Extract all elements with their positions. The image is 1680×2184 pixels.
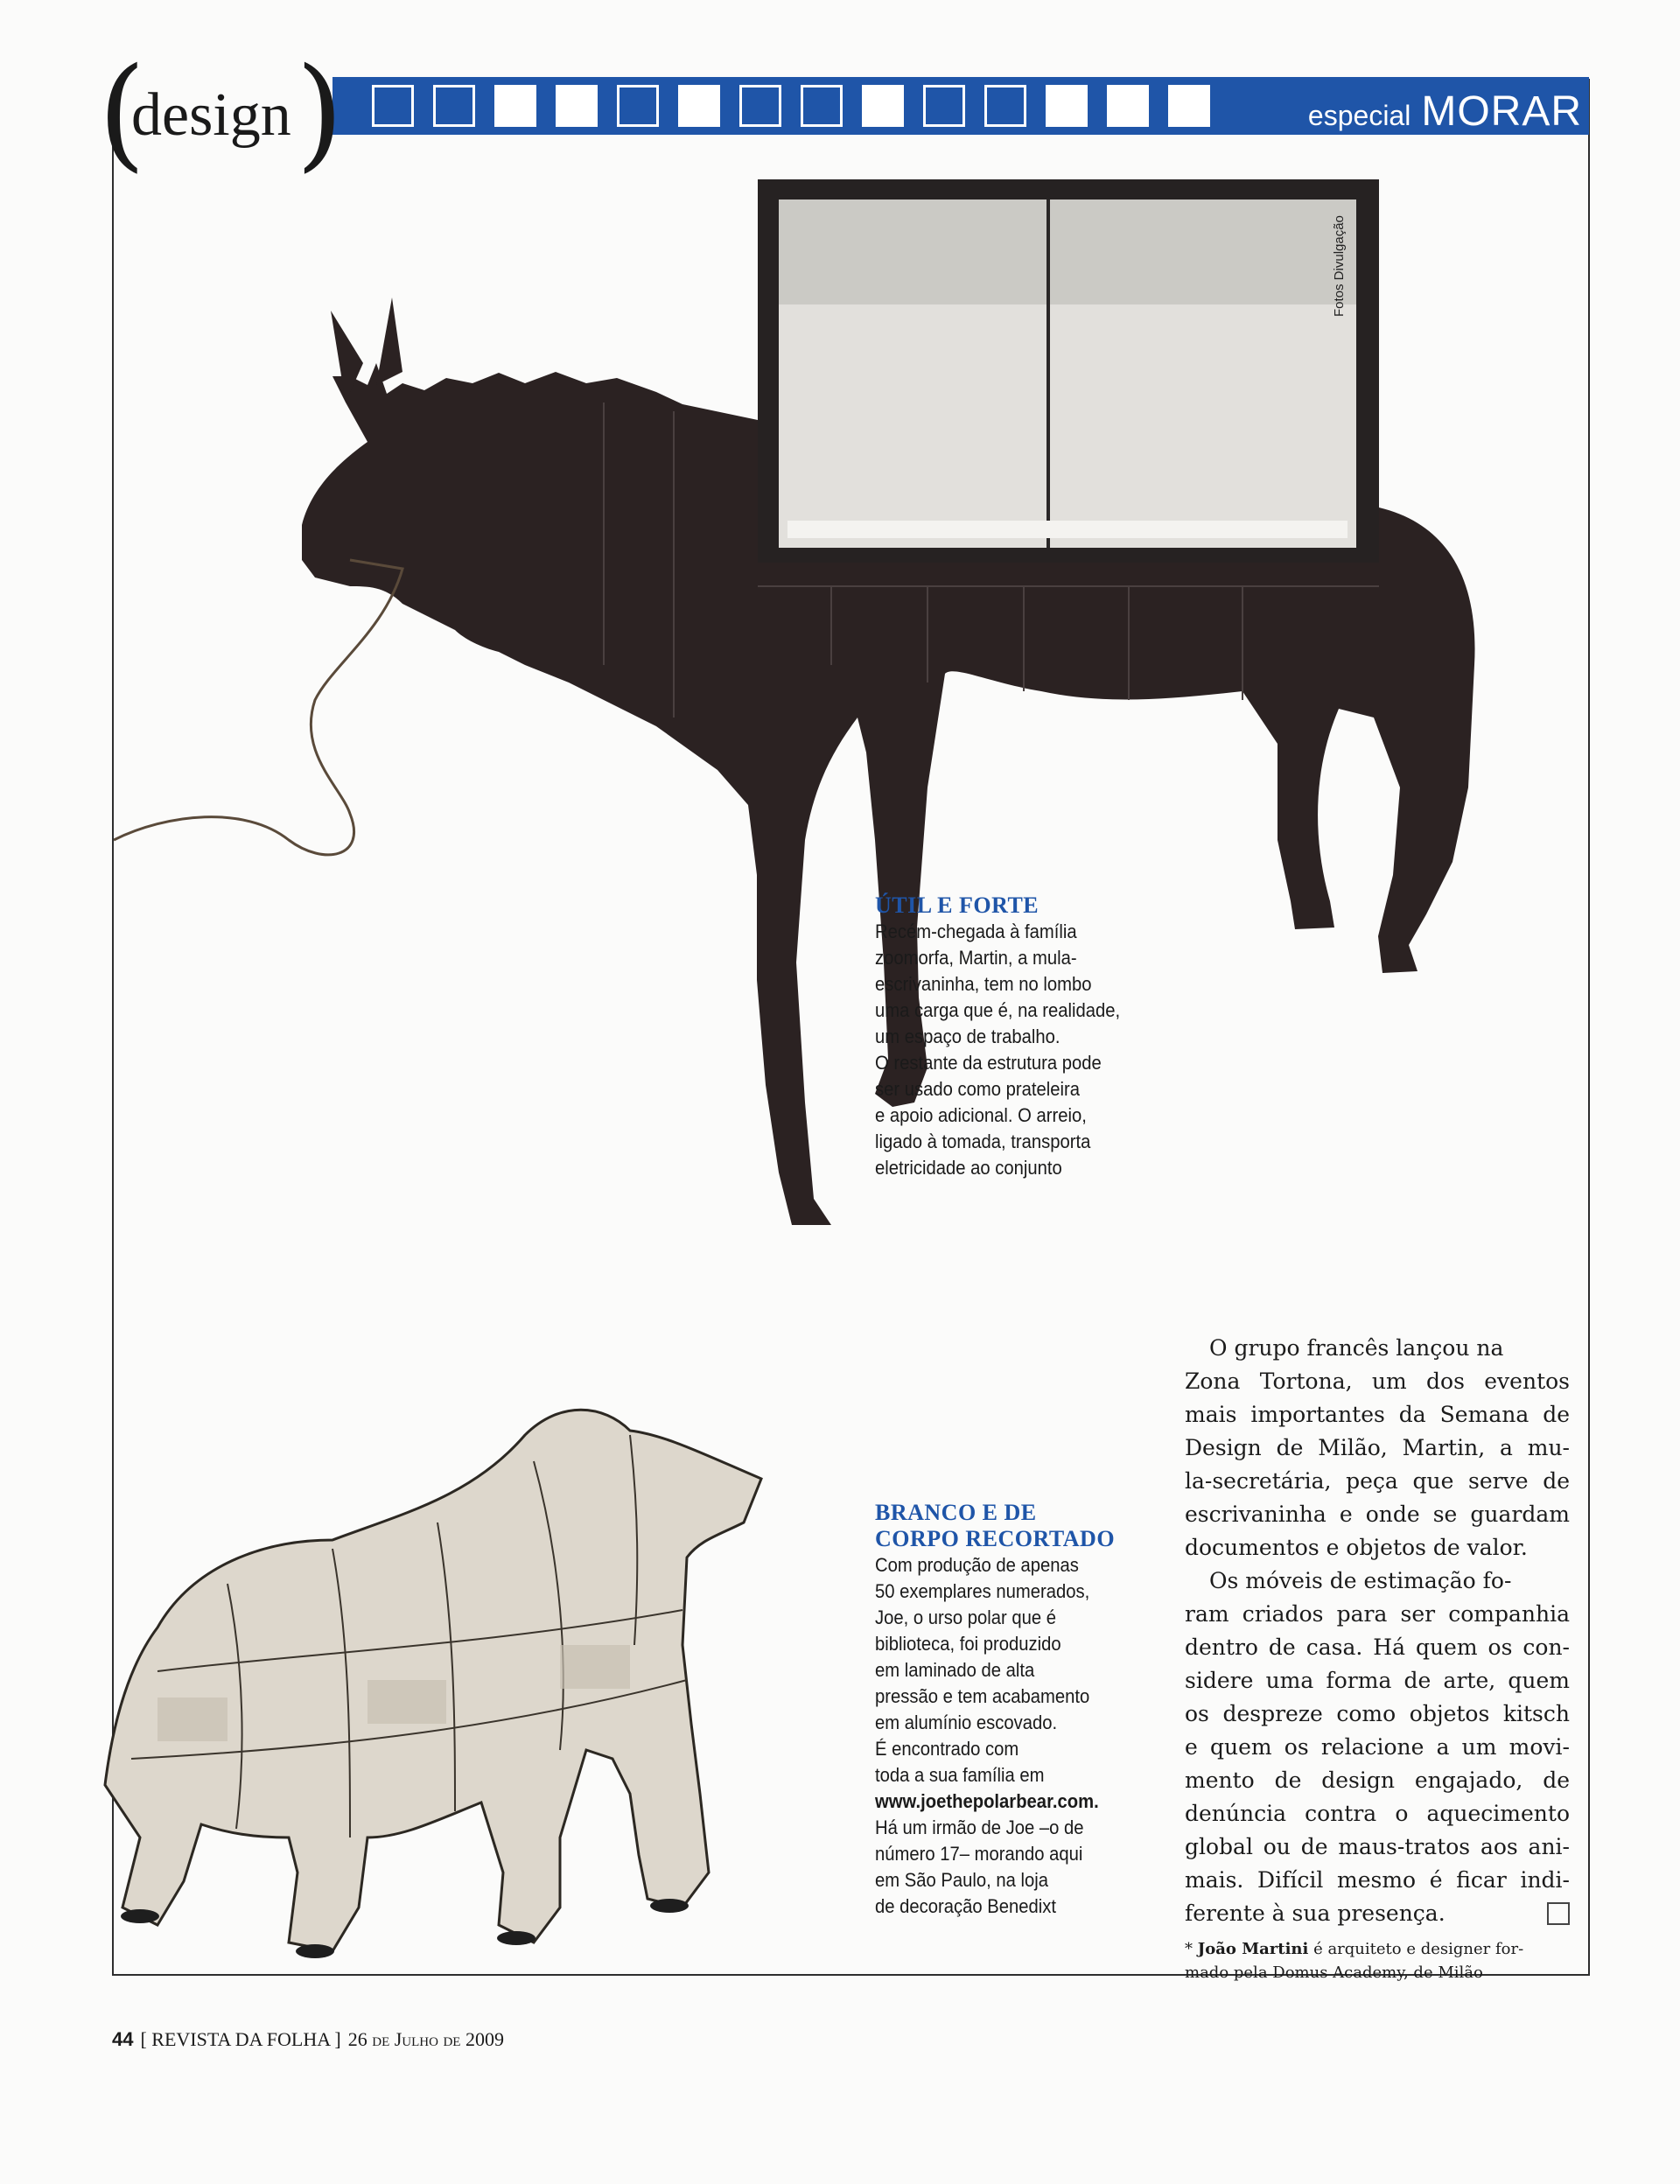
header-square xyxy=(617,85,659,127)
page-footer xyxy=(112,2028,504,2051)
body-line: global ou de maus-tratos aos ani- xyxy=(1185,1834,1570,1859)
caption-mule-line: eletricidade ao conjunto xyxy=(875,1157,1062,1179)
caption-mule-line: e apoio adicional. O arreio, xyxy=(875,1104,1087,1126)
caption-bear-line: É encontrado com xyxy=(875,1738,1019,1760)
body-line: ram criados para ser companhia xyxy=(1185,1601,1570,1627)
caption-bear-line: biblioteca, foi produzido xyxy=(875,1633,1061,1655)
caption-bear-line: em laminado de alta xyxy=(875,1659,1035,1681)
polar-bear-bookshelf-photo xyxy=(70,1382,788,1995)
caption-mule-line: ligado à tomada, transporta xyxy=(875,1130,1091,1152)
header-square xyxy=(372,85,414,127)
caption-mule-line: Recém-chegada à família xyxy=(875,920,1077,942)
body-line: la-secretária, peça que serve de xyxy=(1185,1468,1570,1494)
section-open-paren: ( xyxy=(98,42,146,185)
header-square xyxy=(801,85,843,127)
caption-bear-line: em São Paulo, na loja xyxy=(875,1869,1049,1891)
body-line: dentro de casa. Há quem os con- xyxy=(1185,1634,1570,1660)
caption-mule-line: O restante da estrutura pode xyxy=(875,1052,1102,1074)
special-label: especial xyxy=(1307,100,1411,131)
body-line: denúncia contra o aquecimento xyxy=(1185,1801,1570,1826)
body-line: Os móveis de estimação fo- xyxy=(1209,1568,1512,1593)
body-line: mento de design engajado, de xyxy=(1185,1768,1570,1793)
publication-name: [ REVISTA DA FOLHA ] xyxy=(140,2028,341,2050)
body-line: e quem os relacione a um movi- xyxy=(1185,1734,1570,1760)
header-square xyxy=(1168,85,1210,127)
caption-bear-line: pressão e tem acabamento xyxy=(875,1685,1090,1707)
caption-mule-title: ÚTIL E FORTE xyxy=(875,892,1040,918)
header-square xyxy=(433,85,475,127)
body-line: escrivaninha e onde se guardam xyxy=(1185,1502,1570,1527)
mule-desk-photo xyxy=(114,175,1488,1286)
author-name: João Martini xyxy=(1197,1940,1309,1958)
article-body xyxy=(1185,1332,1570,1930)
caption-bear-line: Joe, o urso polar que é xyxy=(875,1606,1057,1628)
header-square xyxy=(1107,85,1149,127)
frame-right-rule xyxy=(1588,79,1590,1976)
header-square xyxy=(739,85,781,127)
body-line: mais importantes da Semana de xyxy=(1185,1402,1570,1427)
caption-mule-line: ser usado como prateleira xyxy=(875,1078,1081,1100)
harness-cord xyxy=(114,560,402,855)
caption-bear-line: de decoração Benedixt xyxy=(875,1895,1057,1917)
body-line: Design de Milão, Martin, a mu- xyxy=(1185,1435,1570,1460)
author-note xyxy=(1185,1937,1570,1984)
header-square-pattern xyxy=(372,85,1282,127)
caption-mule-line: escrivaninha, tem no lombo xyxy=(875,973,1092,995)
page-number: 44 xyxy=(112,2028,134,2050)
caption-bear xyxy=(875,1500,1155,1920)
body-line: O grupo francês lançou na xyxy=(1209,1335,1504,1361)
author-note-line: * João Martini é arquiteto e designer for- xyxy=(1185,1940,1524,1958)
body-line: documentos e objetos de valor. xyxy=(1185,1535,1528,1560)
caption-bear-line: toda a sua família em xyxy=(875,1764,1045,1786)
header-square xyxy=(923,85,965,127)
caption-mule-line: um espaço de trabalho. xyxy=(875,1026,1060,1047)
header-square xyxy=(862,85,904,127)
header-square xyxy=(494,85,536,127)
caption-bear-line: Com produção de apenas xyxy=(875,1554,1079,1576)
author-note-line: mado pela Domus Academy, de Milão xyxy=(1185,1964,1483,1982)
end-of-article-mark xyxy=(1547,1902,1570,1925)
issue-date: 26 de Julho de 2009 xyxy=(347,2028,504,2050)
body-line: mais. Difícil mesmo é ficar indi- xyxy=(1185,1867,1570,1893)
section-close-paren: ) xyxy=(296,42,344,185)
caption-bear-line: número 17– morando aqui xyxy=(875,1843,1083,1865)
special-section-label xyxy=(1293,88,1582,135)
caption-bear-line: Há um irmão de Joe –o de xyxy=(875,1816,1084,1838)
header-square xyxy=(984,85,1026,127)
header-square xyxy=(556,85,598,127)
body-line: sidere uma forma de arte, quem xyxy=(1185,1668,1570,1693)
section-name: design xyxy=(131,81,291,149)
caption-mule-line: uma carga que é, na realidade, xyxy=(875,999,1121,1021)
body-line-last: ferente à sua presença. xyxy=(1185,1897,1570,1930)
caption-bear-line: em alumínio escovado. xyxy=(875,1712,1058,1733)
caption-bear-line: 50 exemplares numerados, xyxy=(875,1580,1090,1602)
caption-bear-url[interactable]: www.joethepolarbear.com. xyxy=(875,1790,1099,1812)
special-title: MORAR xyxy=(1421,88,1582,135)
body-line: os despreze como objetos kitsch xyxy=(1185,1701,1570,1726)
header-square xyxy=(678,85,720,127)
body-line: Zona Tortona, um dos eventos xyxy=(1185,1368,1570,1394)
caption-mule xyxy=(875,892,1190,1181)
photo-credit: Fotos Divulgação xyxy=(1332,215,1347,317)
caption-bear-title-line1: BRANCO E DE xyxy=(875,1500,1037,1525)
caption-bear-title-line2: CORPO RECORTADO xyxy=(875,1526,1116,1551)
caption-mule-line: zoomorfa, Martin, a mula- xyxy=(875,947,1077,969)
header-square xyxy=(1046,85,1088,127)
